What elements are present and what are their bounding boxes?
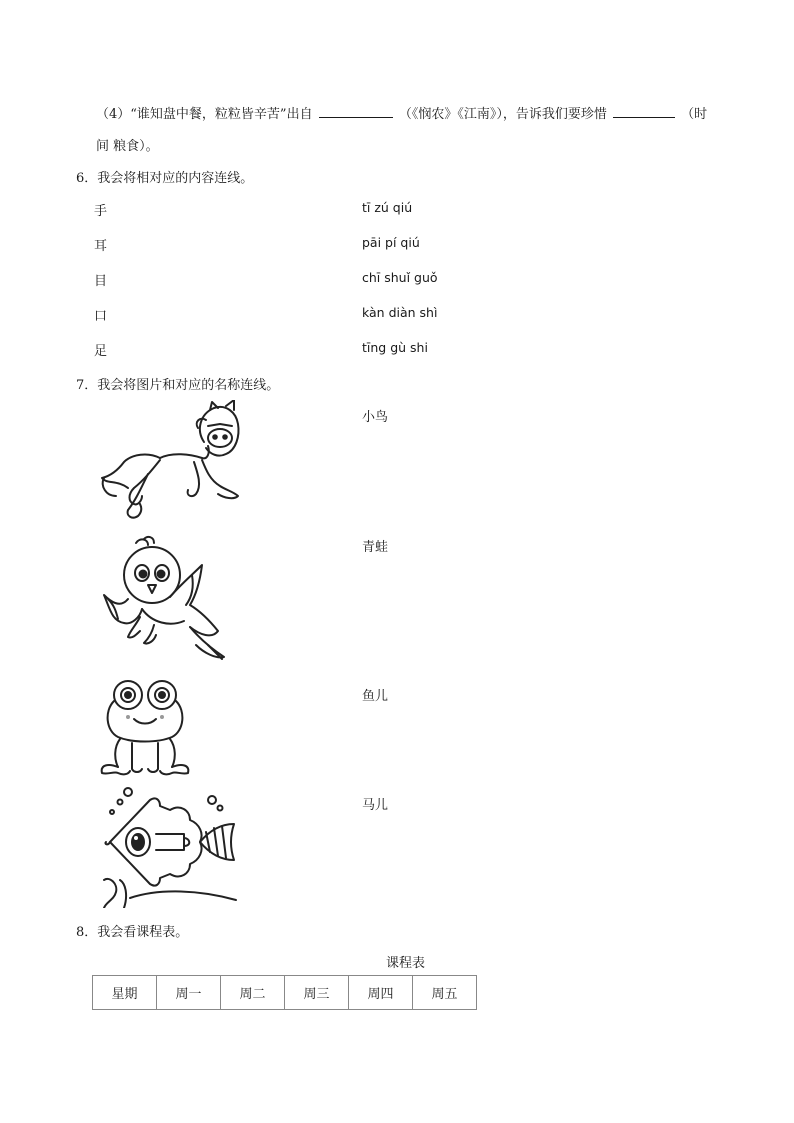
name-label-4[interactable]: 马儿	[362, 798, 389, 813]
name-label-1[interactable]: 小鸟	[362, 410, 389, 425]
answer-blank-1[interactable]	[319, 105, 393, 118]
table-header-cell: 周五	[413, 976, 477, 1010]
horse-icon[interactable]	[98, 400, 248, 522]
q6-right-2[interactable]: pāi pí qiú	[362, 235, 420, 250]
table-header-cell: 周二	[221, 976, 285, 1010]
q6-left-4[interactable]: 口	[94, 309, 108, 324]
name-label-2[interactable]: 青蛙	[362, 540, 389, 555]
q5-4-text-3: （时	[681, 107, 708, 122]
bird-icon[interactable]	[100, 535, 230, 660]
table-header-cell: 星期	[93, 976, 157, 1010]
frog-icon[interactable]	[98, 677, 193, 777]
schedule-table	[92, 975, 477, 1010]
fish-icon[interactable]	[100, 780, 240, 908]
q6-right-4[interactable]: kàn diàn shì	[362, 305, 438, 320]
q5-4-line1	[96, 103, 707, 122]
q6-right-1[interactable]: tī zú qiú	[362, 200, 413, 215]
q7-title: 7．我会将图片和对应的名称连线。	[76, 378, 280, 393]
q6-left-5[interactable]: 足	[94, 344, 108, 359]
answer-blank-2[interactable]	[613, 105, 675, 118]
q6-title: 6．我会将相对应的内容连线。	[76, 171, 254, 186]
name-label-3[interactable]: 鱼儿	[362, 689, 389, 704]
q8-title: 8．我会看课程表。	[76, 925, 189, 940]
schedule-table-title: 课程表	[386, 956, 426, 971]
q5-4-text-1: （4）“谁知盘中餐，粒粒皆辛苦”出自	[96, 107, 313, 122]
q6-left-1[interactable]: 手	[94, 204, 108, 219]
q5-4-line2: 间 粮食）。	[96, 139, 159, 154]
q6-right-5[interactable]: tīng gù shi	[362, 340, 428, 355]
table-header-cell: 周一	[157, 976, 221, 1010]
q6-left-2[interactable]: 耳	[94, 239, 108, 254]
q6-left-3[interactable]: 目	[94, 274, 108, 289]
table-row	[93, 976, 477, 1010]
q5-4-text-2: （《悯农》《江南》），告诉我们要珍惜	[398, 107, 607, 122]
table-header-cell: 周四	[349, 976, 413, 1010]
table-header-cell: 周三	[285, 976, 349, 1010]
q6-right-3[interactable]: chī shuǐ guǒ	[362, 270, 438, 285]
